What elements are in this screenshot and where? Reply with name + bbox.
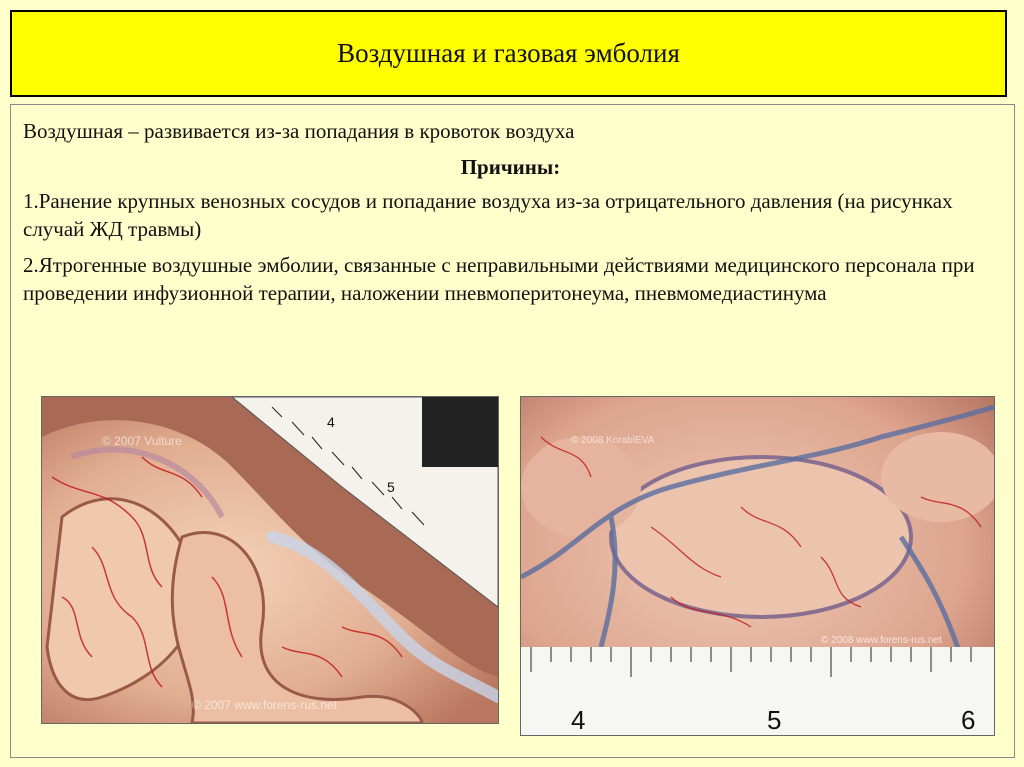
cause-1: 1.Ранение крупных венозных сосудов и попадание воздуха из-за отрицательного давления (на рисунках случай ЖД травмы) xyxy=(23,189,953,241)
ruler-label-4: 4 xyxy=(571,705,586,735)
ruler-right xyxy=(521,647,994,735)
watermark-bottom-left: © 2007 www.forens-rus.net xyxy=(192,698,337,712)
ruler-label-6: 6 xyxy=(961,705,976,735)
title-bar xyxy=(10,10,1007,97)
watermark-top-right: © 2008 KorablEVA xyxy=(571,435,655,446)
brain-photo-right xyxy=(520,396,995,736)
watermark-top-left: © 2007 Vulture xyxy=(102,434,182,448)
causes-heading: Причины: xyxy=(460,155,561,179)
watermark-bottom-right: © 2008 www.forens-rus.net xyxy=(821,635,942,646)
ruler-label-5: 5 xyxy=(387,479,395,495)
intro-text: Воздушная – развивается из-за попадания в кровоток воздуха xyxy=(23,119,575,143)
slide-title: Воздушная и газовая эмболия xyxy=(337,38,680,68)
ruler-label-5: 5 xyxy=(767,705,782,735)
brain-photo-left xyxy=(41,396,499,724)
cause-2: 2.Ятрогенные воздушные эмболии, связанные с неправильными действиями медицинского персонала при проведении инфузионной терапии, наложении пневмоперитонеума, пневмомедиастинума xyxy=(23,253,975,305)
ruler-label-4: 4 xyxy=(327,414,335,430)
content-panel xyxy=(10,104,1015,758)
slide-text xyxy=(23,117,998,315)
